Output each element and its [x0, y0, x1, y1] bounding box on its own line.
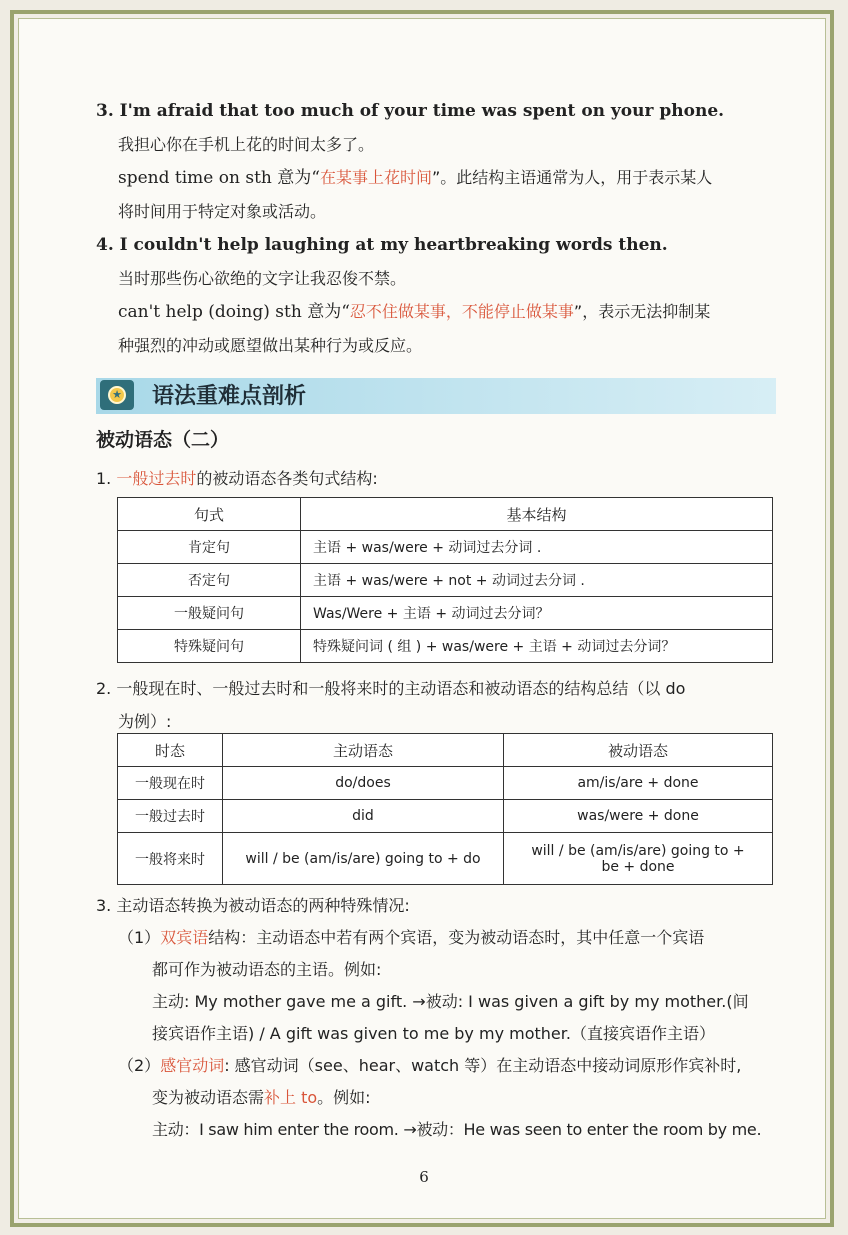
point-1-highlight: 一般过去时: [116, 469, 197, 488]
table-cell: 一般将来时: [118, 833, 223, 885]
table-cell: 否定句: [118, 564, 301, 597]
table-header-row: [118, 734, 773, 767]
point-3-heading: 3. 主动语态转换为被动语态的两种特殊情况:: [96, 896, 410, 915]
sentence-structure-table: [117, 497, 773, 663]
table-cell: am/is/are + done: [504, 767, 773, 800]
example-1-cont: 接宾语作主语) / A gift was given to me by my mother.（直接宾语作主语）: [152, 1024, 715, 1043]
item-3-translation: 我担心你在手机上花的时间太多了。: [118, 135, 375, 154]
table-row: [118, 531, 773, 564]
column-header: 被动语态: [504, 734, 773, 767]
point-2-heading: 2. 一般现在时、一般过去时和一般将来时的主动语态和被动语态的结构总结（以 do 为例）:: [96, 679, 686, 731]
table-row: [118, 597, 773, 630]
table-row: [118, 767, 773, 800]
item-4-note-cont: 种强烈的冲动或愿望做出某种行为或反应。: [118, 336, 423, 355]
table-cell: 特殊疑问词 ( 组 ) + was/were + 主语 + 动词过去分词？: [301, 630, 773, 663]
item-3-highlight: 在某事上花时间: [319, 168, 432, 187]
table-cell: 主语 + was/were + 动词过去分词 .: [301, 531, 773, 564]
table-cell: will / be (am/is/are) going to + be + done: [504, 833, 773, 885]
point-3-sub-2-highlight: 感官动词: [160, 1056, 225, 1075]
point-3-sub-2: （2）感官动词: 感官动词（see、hear、watch 等）在主动语态中接动词原形作宾补时,: [118, 1056, 742, 1075]
table-cell: 主语 + was/were + not + 动词过去分词 .: [301, 564, 773, 597]
item-3: [96, 95, 786, 228]
table-cell: will / be (am/is/are) going to + do: [223, 833, 504, 885]
item-4-note: can't help (doing) sth 意为“忍不住做某事，不能停止做某事”，表示无法抑制某: [118, 302, 711, 322]
point-1-heading: 1. 一般过去时的被动语态各类句式结构:: [96, 469, 378, 488]
table-header-row: [118, 498, 773, 531]
item-4-sentence: 4. I couldn't help laughing at my heartbreaking words then.: [96, 235, 668, 255]
item-4: [96, 229, 786, 362]
table-row: [118, 833, 773, 885]
table-cell: 一般过去时: [118, 800, 223, 833]
table-row: [118, 564, 773, 597]
page-number: 6: [419, 1168, 429, 1186]
table-cell: do/does: [223, 767, 504, 800]
point-3: 3. 主动语态转换为被动语态的两种特殊情况: （1）双宾语结构：主动语态中若有两个宾语，变为被动语态时，其中任意一个宾语 都可作为被动语态的主语。例如: 主动: My mother gave me a gift. →被动: I was given a gift by my mother.(间 接宾语作主语) / A gift was given to me by my mother.（直接宾语作主语） （2）感官动词: 感官动词（see、hear、watch 等）在主动语态中接动词原形作宾补时, 变为被动语态需补上 to。例如: 主动：I saw him enter the room. →被动：He was seen to enter the room by me.: [96, 890, 786, 1146]
tense-voice-table: [117, 733, 773, 885]
medal-icon: ★: [100, 380, 134, 410]
section-subtitle: 被动语态（二）: [96, 429, 230, 451]
item-3-note: spend time on sth 意为“在某事上花时间”。此结构主语通常为人，用于表示某人: [118, 168, 713, 188]
point-3-sub-1-highlight: 双宾语: [160, 928, 209, 947]
column-header: 句式: [118, 498, 301, 531]
table-row: [118, 630, 773, 663]
table-cell: 肯定句: [118, 531, 301, 564]
item-4-highlight: 忍不住做某事，不能停止做某事: [349, 302, 574, 321]
column-header: 时态: [118, 734, 223, 767]
example-2: 主动：I saw him enter the room. →被动：He was seen to enter the room by me.: [152, 1120, 762, 1139]
column-header: 基本结构: [301, 498, 773, 531]
example-1: 主动: My mother gave me a gift. →被动: I was given a gift by my mother.(间: [152, 992, 749, 1011]
item-3-note-cont: 将时间用于特定对象或活动。: [118, 202, 327, 221]
table-cell: 一般现在时: [118, 767, 223, 800]
table-cell: 一般疑问句: [118, 597, 301, 630]
table-cell: Was/Were + 主语 + 动词过去分词？: [301, 597, 773, 630]
column-header: 主动语态: [223, 734, 504, 767]
item-4-translation: 当时那些伤心欲绝的文字让我忍俊不禁。: [118, 269, 407, 288]
table-cell: was/were + done: [504, 800, 773, 833]
table-row: [118, 800, 773, 833]
point-3-sub-2-highlight-2: 补上 to: [264, 1088, 318, 1107]
section-title: 语法重难点剖析: [152, 384, 307, 409]
point-3-sub-1: （1）双宾语结构：主动语态中若有两个宾语，变为被动语态时，其中任意一个宾语: [118, 928, 705, 947]
item-3-sentence: 3. I'm afraid that too much of your time was spent on your phone.: [96, 101, 725, 121]
table-cell: 特殊疑问句: [118, 630, 301, 663]
table-cell: did: [223, 800, 504, 833]
